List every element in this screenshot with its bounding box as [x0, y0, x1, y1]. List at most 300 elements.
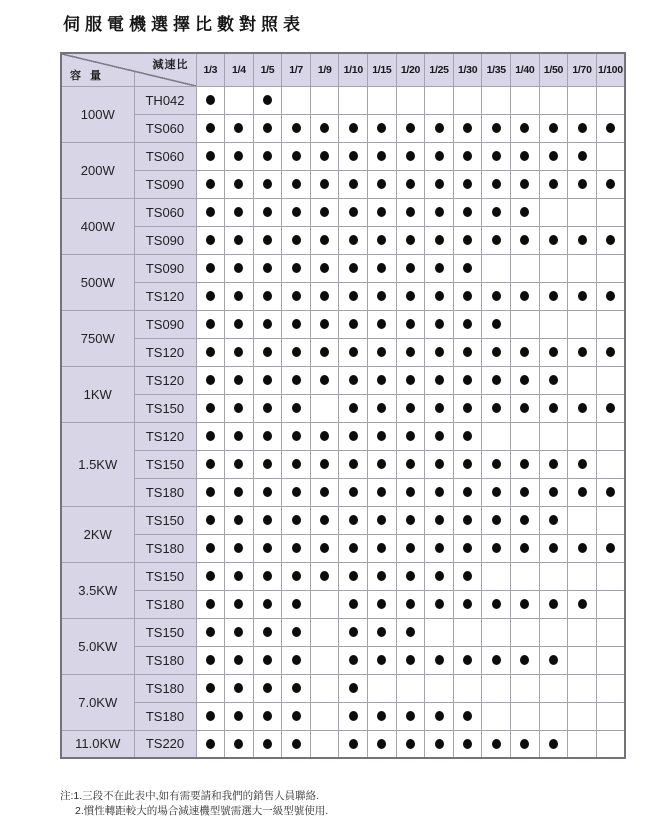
availability-dot-icon [520, 375, 529, 385]
dot-cell [339, 86, 368, 114]
dot-cell [368, 142, 397, 170]
availability-dot-icon [349, 599, 358, 609]
availability-dot-icon [206, 655, 215, 665]
availability-dot-icon [263, 263, 272, 273]
availability-dot-icon [377, 739, 386, 749]
availability-dot-icon [377, 319, 386, 329]
availability-dot-icon [320, 571, 329, 581]
table-row [61, 366, 625, 394]
availability-dot-icon [520, 599, 529, 609]
model-cell: TS060 [134, 114, 196, 142]
corner-label-capacity: 容 量 [70, 69, 105, 82]
dot-cell [282, 534, 311, 562]
dot-cell [425, 506, 454, 534]
dot-cell [482, 618, 511, 646]
availability-dot-icon [406, 739, 415, 749]
dot-cell [482, 366, 511, 394]
dot-cell [368, 114, 397, 142]
ratio-header: 1/3 [196, 53, 225, 86]
dot-cell [511, 702, 540, 730]
dot-cell [368, 198, 397, 226]
dot-cell [253, 170, 282, 198]
availability-dot-icon [206, 571, 215, 581]
table-row [61, 254, 625, 282]
dot-cell [368, 590, 397, 618]
availability-dot-icon [292, 375, 301, 385]
dot-cell [539, 562, 568, 590]
dot-cell [253, 282, 282, 310]
dot-cell [225, 394, 254, 422]
availability-dot-icon [463, 655, 472, 665]
availability-dot-icon [234, 347, 243, 357]
dot-cell [482, 702, 511, 730]
availability-dot-icon [406, 263, 415, 273]
dot-cell [396, 730, 425, 758]
dot-cell [539, 702, 568, 730]
dot-cell [568, 422, 597, 450]
dot-cell [282, 282, 311, 310]
dot-cell [253, 254, 282, 282]
dot-cell [425, 114, 454, 142]
corner-cell [61, 53, 196, 86]
availability-dot-icon [292, 403, 301, 413]
availability-dot-icon [377, 515, 386, 525]
availability-dot-icon [234, 571, 243, 581]
availability-dot-icon [463, 207, 472, 217]
availability-dot-icon [463, 515, 472, 525]
availability-dot-icon [406, 207, 415, 217]
availability-dot-icon [263, 683, 272, 693]
model-cell: TS060 [134, 198, 196, 226]
availability-dot-icon [234, 235, 243, 245]
dot-cell [253, 450, 282, 478]
dot-cell [339, 534, 368, 562]
dot-cell [339, 310, 368, 338]
dot-cell [425, 646, 454, 674]
dot-cell [482, 534, 511, 562]
availability-dot-icon [349, 403, 358, 413]
availability-dot-icon [234, 179, 243, 189]
availability-dot-icon [320, 319, 329, 329]
availability-dot-icon [463, 459, 472, 469]
table-row [61, 730, 625, 758]
dot-cell [196, 450, 225, 478]
dot-cell [396, 506, 425, 534]
dot-cell [196, 618, 225, 646]
dot-cell [596, 422, 625, 450]
dot-cell [196, 674, 225, 702]
dot-cell [596, 282, 625, 310]
availability-dot-icon [377, 207, 386, 217]
dot-cell [282, 702, 311, 730]
availability-dot-icon [206, 599, 215, 609]
dot-cell [396, 282, 425, 310]
dot-cell [339, 450, 368, 478]
dot-cell [253, 338, 282, 366]
dot-cell [339, 198, 368, 226]
dot-cell [596, 478, 625, 506]
availability-dot-icon [292, 459, 301, 469]
dot-cell [368, 86, 397, 114]
model-cell: TS180 [134, 534, 196, 562]
table-row [61, 534, 625, 562]
ratio-header: 1/35 [482, 53, 511, 86]
model-cell: TS150 [134, 506, 196, 534]
availability-dot-icon [349, 739, 358, 749]
dot-cell [568, 590, 597, 618]
dot-cell [568, 674, 597, 702]
table-row [61, 478, 625, 506]
dot-cell [225, 478, 254, 506]
availability-dot-icon [463, 431, 472, 441]
availability-dot-icon [406, 347, 415, 357]
dot-cell [310, 170, 339, 198]
dot-cell [568, 618, 597, 646]
capacity-cell: 100W [61, 86, 134, 142]
dot-cell [511, 142, 540, 170]
dot-cell [596, 366, 625, 394]
dot-cell [539, 142, 568, 170]
availability-dot-icon [263, 543, 272, 553]
dot-cell [482, 198, 511, 226]
dot-cell [225, 702, 254, 730]
capacity-cell: 400W [61, 198, 134, 254]
availability-dot-icon [606, 403, 615, 413]
availability-dot-icon [377, 487, 386, 497]
table-row [61, 562, 625, 590]
model-cell: TS150 [134, 450, 196, 478]
availability-dot-icon [292, 431, 301, 441]
availability-dot-icon [206, 543, 215, 553]
availability-dot-icon [349, 375, 358, 385]
availability-dot-icon [492, 347, 501, 357]
dot-cell [453, 618, 482, 646]
dot-cell [282, 646, 311, 674]
availability-dot-icon [606, 543, 615, 553]
dot-cell [253, 198, 282, 226]
dot-cell [196, 310, 225, 338]
dot-cell [310, 142, 339, 170]
dot-cell [596, 394, 625, 422]
capacity-cell: 1KW [61, 366, 134, 422]
dot-cell [453, 674, 482, 702]
dot-cell [596, 254, 625, 282]
availability-dot-icon [263, 599, 272, 609]
table-row [61, 310, 625, 338]
note-line-2: 2.慣性轉距較大的場合減速機型號需選大一級型號使用. [75, 805, 329, 818]
availability-dot-icon [234, 291, 243, 301]
dot-cell [482, 254, 511, 282]
availability-dot-icon [492, 319, 501, 329]
dot-cell [396, 198, 425, 226]
dot-cell [196, 226, 225, 254]
dot-cell [482, 730, 511, 758]
availability-dot-icon [292, 487, 301, 497]
availability-dot-icon [578, 403, 587, 413]
dot-cell [253, 86, 282, 114]
dot-cell [196, 142, 225, 170]
dot-cell [225, 534, 254, 562]
availability-dot-icon [406, 431, 415, 441]
dot-cell [482, 86, 511, 114]
availability-dot-icon [349, 151, 358, 161]
availability-dot-icon [206, 319, 215, 329]
availability-dot-icon [234, 711, 243, 721]
availability-dot-icon [263, 319, 272, 329]
availability-dot-icon [435, 431, 444, 441]
dot-cell [539, 394, 568, 422]
dot-cell [310, 478, 339, 506]
dot-cell [225, 506, 254, 534]
dot-cell [253, 730, 282, 758]
dot-cell [339, 506, 368, 534]
dot-cell [253, 702, 282, 730]
dot-cell [539, 674, 568, 702]
dot-cell [425, 534, 454, 562]
dot-cell [568, 114, 597, 142]
ratio-header: 1/5 [253, 53, 282, 86]
dot-cell [482, 394, 511, 422]
availability-dot-icon [549, 375, 558, 385]
footnotes [60, 789, 328, 819]
availability-dot-icon [492, 235, 501, 245]
availability-dot-icon [520, 179, 529, 189]
availability-dot-icon [234, 627, 243, 637]
page-title: 伺服電機選擇比數對照表 [63, 15, 305, 34]
dot-cell [511, 450, 540, 478]
dot-cell [196, 170, 225, 198]
availability-dot-icon [578, 459, 587, 469]
dot-cell [396, 674, 425, 702]
dot-cell [425, 170, 454, 198]
availability-dot-icon [263, 431, 272, 441]
availability-dot-icon [206, 711, 215, 721]
availability-dot-icon [234, 543, 243, 553]
dot-cell [453, 114, 482, 142]
availability-dot-icon [578, 235, 587, 245]
dot-cell [225, 422, 254, 450]
capacity-cell: 500W [61, 254, 134, 310]
dot-cell [253, 226, 282, 254]
dot-cell [539, 310, 568, 338]
dot-cell [225, 646, 254, 674]
model-cell: TS090 [134, 226, 196, 254]
availability-dot-icon [492, 739, 501, 749]
dot-cell [511, 674, 540, 702]
dot-cell [482, 142, 511, 170]
table-row [61, 450, 625, 478]
availability-dot-icon [320, 515, 329, 525]
dot-cell [596, 590, 625, 618]
dot-cell [539, 478, 568, 506]
dot-cell [596, 142, 625, 170]
dot-cell [568, 730, 597, 758]
availability-dot-icon [549, 151, 558, 161]
availability-dot-icon [377, 291, 386, 301]
dot-cell [596, 310, 625, 338]
dot-cell [425, 618, 454, 646]
availability-dot-icon [377, 263, 386, 273]
dot-cell [568, 450, 597, 478]
availability-dot-icon [234, 739, 243, 749]
dot-cell [282, 730, 311, 758]
dot-cell [196, 366, 225, 394]
dot-cell [596, 86, 625, 114]
dot-cell [196, 338, 225, 366]
dot-cell [425, 450, 454, 478]
availability-dot-icon [349, 319, 358, 329]
dot-cell [453, 254, 482, 282]
dot-cell [339, 478, 368, 506]
capacity-cell: 750W [61, 310, 134, 366]
dot-cell [225, 310, 254, 338]
availability-dot-icon [234, 459, 243, 469]
availability-dot-icon [263, 739, 272, 749]
dot-cell [196, 478, 225, 506]
dot-cell [511, 114, 540, 142]
dot-cell [368, 170, 397, 198]
dot-cell [425, 338, 454, 366]
availability-dot-icon [349, 263, 358, 273]
availability-dot-icon [435, 599, 444, 609]
dot-cell [596, 562, 625, 590]
dot-cell [339, 170, 368, 198]
dot-cell [282, 590, 311, 618]
dot-cell [453, 310, 482, 338]
dot-cell [339, 114, 368, 142]
dot-cell [511, 254, 540, 282]
availability-dot-icon [234, 319, 243, 329]
dot-cell [539, 226, 568, 254]
dot-cell [596, 646, 625, 674]
dot-cell [310, 618, 339, 646]
ratio-header: 1/20 [396, 53, 425, 86]
dot-cell [482, 422, 511, 450]
availability-dot-icon [263, 571, 272, 581]
availability-dot-icon [406, 459, 415, 469]
model-cell: TS120 [134, 338, 196, 366]
dot-cell [253, 534, 282, 562]
model-cell: TS180 [134, 590, 196, 618]
dot-cell [396, 618, 425, 646]
dot-cell [368, 646, 397, 674]
dot-cell [539, 254, 568, 282]
dot-cell [225, 170, 254, 198]
servo-ratio-table [60, 52, 626, 759]
model-cell: TS180 [134, 646, 196, 674]
dot-cell [396, 170, 425, 198]
dot-cell [425, 254, 454, 282]
availability-dot-icon [406, 291, 415, 301]
availability-dot-icon [292, 627, 301, 637]
ratio-header: 1/100 [596, 53, 625, 86]
dot-cell [196, 506, 225, 534]
availability-dot-icon [406, 599, 415, 609]
dot-cell [196, 422, 225, 450]
corner-label-reduction-ratio: 減速比 [152, 59, 189, 71]
dot-cell [225, 366, 254, 394]
availability-dot-icon [320, 487, 329, 497]
dot-cell [568, 394, 597, 422]
availability-dot-icon [292, 319, 301, 329]
availability-dot-icon [263, 403, 272, 413]
table-row [61, 142, 625, 170]
dot-cell [511, 198, 540, 226]
dot-cell [453, 422, 482, 450]
availability-dot-icon [549, 543, 558, 553]
dot-cell [453, 198, 482, 226]
availability-dot-icon [377, 347, 386, 357]
dot-cell [425, 562, 454, 590]
dot-cell [225, 618, 254, 646]
dot-cell [453, 282, 482, 310]
availability-dot-icon [263, 95, 272, 105]
dot-cell [596, 338, 625, 366]
availability-dot-icon [292, 599, 301, 609]
table-row [61, 170, 625, 198]
dot-cell [511, 478, 540, 506]
dot-cell [396, 562, 425, 590]
availability-dot-icon [492, 179, 501, 189]
dot-cell [310, 590, 339, 618]
availability-dot-icon [292, 151, 301, 161]
dot-cell [482, 478, 511, 506]
dot-cell [310, 254, 339, 282]
dot-cell [339, 674, 368, 702]
availability-dot-icon [578, 123, 587, 133]
availability-dot-icon [435, 235, 444, 245]
dot-cell [253, 394, 282, 422]
availability-dot-icon [349, 711, 358, 721]
dot-cell [511, 534, 540, 562]
dot-cell [253, 618, 282, 646]
availability-dot-icon [520, 291, 529, 301]
dot-cell [425, 366, 454, 394]
model-cell: TS180 [134, 702, 196, 730]
availability-dot-icon [406, 711, 415, 721]
dot-cell [453, 562, 482, 590]
dot-cell [282, 310, 311, 338]
model-cell: TS120 [134, 422, 196, 450]
dot-cell [368, 366, 397, 394]
availability-dot-icon [435, 515, 444, 525]
dot-cell [339, 142, 368, 170]
availability-dot-icon [492, 123, 501, 133]
availability-dot-icon [492, 291, 501, 301]
availability-dot-icon [406, 235, 415, 245]
dot-cell [453, 702, 482, 730]
availability-dot-icon [234, 515, 243, 525]
table-row [61, 226, 625, 254]
availability-dot-icon [435, 655, 444, 665]
dot-cell [310, 394, 339, 422]
dot-cell [225, 730, 254, 758]
dot-cell [568, 338, 597, 366]
dot-cell [596, 618, 625, 646]
dot-cell [425, 226, 454, 254]
availability-dot-icon [349, 487, 358, 497]
availability-dot-icon [435, 403, 444, 413]
availability-dot-icon [349, 571, 358, 581]
availability-dot-icon [435, 319, 444, 329]
model-cell: TS150 [134, 562, 196, 590]
dot-cell [282, 618, 311, 646]
availability-dot-icon [320, 431, 329, 441]
availability-dot-icon [320, 459, 329, 469]
dot-cell [253, 366, 282, 394]
dot-cell [339, 282, 368, 310]
availability-dot-icon [349, 515, 358, 525]
